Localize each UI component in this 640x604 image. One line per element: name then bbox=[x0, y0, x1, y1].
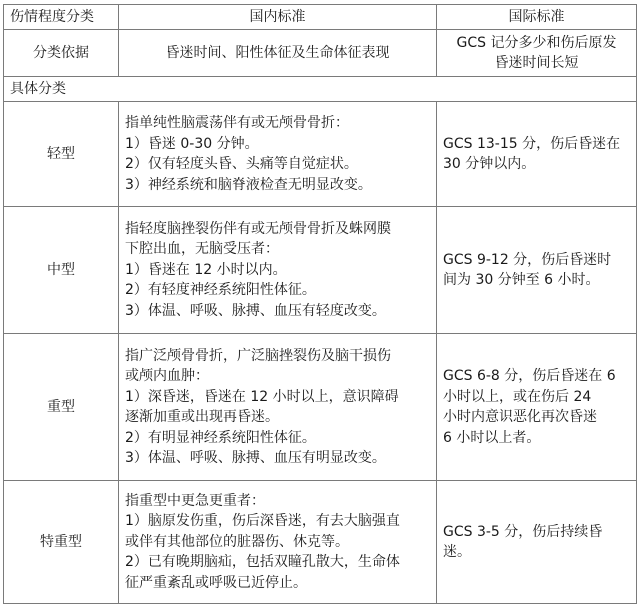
text-line: 2）已有晚期脑疝，包括双瞳孔散大，生命体 bbox=[125, 554, 400, 571]
header-international: 国际标准 bbox=[437, 5, 637, 30]
text-line: 3）体温、呼吸、脉搏、血压有轻度改变。 bbox=[125, 302, 386, 319]
text-line: 1）深昏迷，昏迷在 12 小时以上，意识障碍 bbox=[125, 388, 399, 405]
table-row bbox=[4, 481, 637, 604]
header-domestic: 国内标准 bbox=[119, 5, 437, 30]
domestic-cell bbox=[119, 481, 437, 604]
domestic-cell bbox=[119, 334, 437, 481]
text-line: 下腔出血，无脑受压者： bbox=[125, 241, 279, 258]
text-line: 间为 30 分钟至 6 小时。 bbox=[443, 272, 600, 288]
text-line: 2）仅有轻度头昏、头痛等自觉症状。 bbox=[125, 156, 358, 172]
category-cell: 重型 bbox=[4, 334, 119, 481]
domestic-cell bbox=[119, 102, 437, 207]
header-severity: 伤情程度分类 bbox=[4, 5, 119, 30]
text-line: 指广泛颅骨骨折，广泛脑挫裂伤及脑干损伤 bbox=[125, 347, 391, 364]
text-line: 或颅内血肿： bbox=[125, 368, 209, 384]
text-line: 逐渐加重或出现再昏迷。 bbox=[125, 409, 279, 425]
specific-row bbox=[4, 77, 637, 102]
text-line: GCS 记分多少和伤后原发 bbox=[456, 34, 617, 51]
text-line: 3）体温、呼吸、脉搏、血压有明显改变。 bbox=[125, 450, 386, 466]
text-line: 征严重紊乱或呼吸已近停止。 bbox=[125, 574, 307, 591]
category-cell: 特重型 bbox=[4, 481, 119, 604]
text-line: 或伴有其他部位的脏器伤、休克等。 bbox=[125, 533, 349, 550]
text-line: 迷。 bbox=[443, 544, 471, 560]
text-line: GCS 13-15 分，伤后昏迷在 bbox=[443, 135, 621, 152]
text-line: 昏迷时间长短 bbox=[494, 55, 579, 71]
text-line: 30 分钟以内。 bbox=[443, 156, 536, 172]
text-line: 小时以上，或在伤后 24 bbox=[443, 388, 592, 405]
domestic-cell bbox=[119, 207, 437, 334]
text-line: 1）脑原发伤重，伤后深昏迷，有去大脑强直 bbox=[125, 513, 400, 530]
international-cell bbox=[437, 334, 637, 481]
international-cell bbox=[437, 102, 637, 207]
text-line: 指重型中更急更重者： bbox=[125, 492, 265, 509]
table-row bbox=[4, 207, 637, 334]
category-cell: 轻型 bbox=[4, 102, 119, 207]
table-row bbox=[4, 334, 637, 481]
text-line: 指轻度脑挫裂伤伴有或无颅骨骨折及蛛网膜 bbox=[125, 220, 391, 237]
category-cell: 中型 bbox=[4, 207, 119, 334]
text-line: GCS 3-5 分，伤后持续昏 bbox=[443, 523, 603, 540]
text-line: 指单纯性脑震荡伴有或无颅骨骨折： bbox=[125, 115, 349, 131]
injury-classification-table bbox=[3, 4, 637, 604]
text-line: 3）神经系统和脑脊液检查无明显改变。 bbox=[125, 176, 372, 193]
basis-label: 分类依据 bbox=[4, 30, 119, 77]
basis-domestic: 昏迷时间、阳性体征及生命体征表现 bbox=[119, 30, 437, 77]
text-line: GCS 6-8 分，伤后昏迷在 6 bbox=[443, 368, 616, 384]
specific-label: 具体分类 bbox=[4, 77, 637, 102]
text-line: 小时内意识恶化再次昏迷 bbox=[443, 409, 597, 425]
international-cell bbox=[437, 481, 637, 604]
header-row bbox=[4, 5, 637, 30]
text-line: 1）昏迷在 12 小时以内。 bbox=[125, 261, 287, 278]
table-row bbox=[4, 102, 637, 207]
international-cell bbox=[437, 207, 637, 334]
text-line: 2）有明显神经系统阳性体征。 bbox=[125, 429, 316, 446]
text-line: GCS 9-12 分，伤后昏迷时 bbox=[443, 251, 612, 268]
text-line: 1）昏迷 0-30 分钟。 bbox=[125, 135, 259, 152]
basis-international bbox=[437, 30, 637, 77]
basis-row bbox=[4, 30, 637, 77]
text-line: 6 小时以上者。 bbox=[443, 429, 541, 446]
text-line: 2）有轻度神经系统阳性体征。 bbox=[125, 282, 316, 299]
